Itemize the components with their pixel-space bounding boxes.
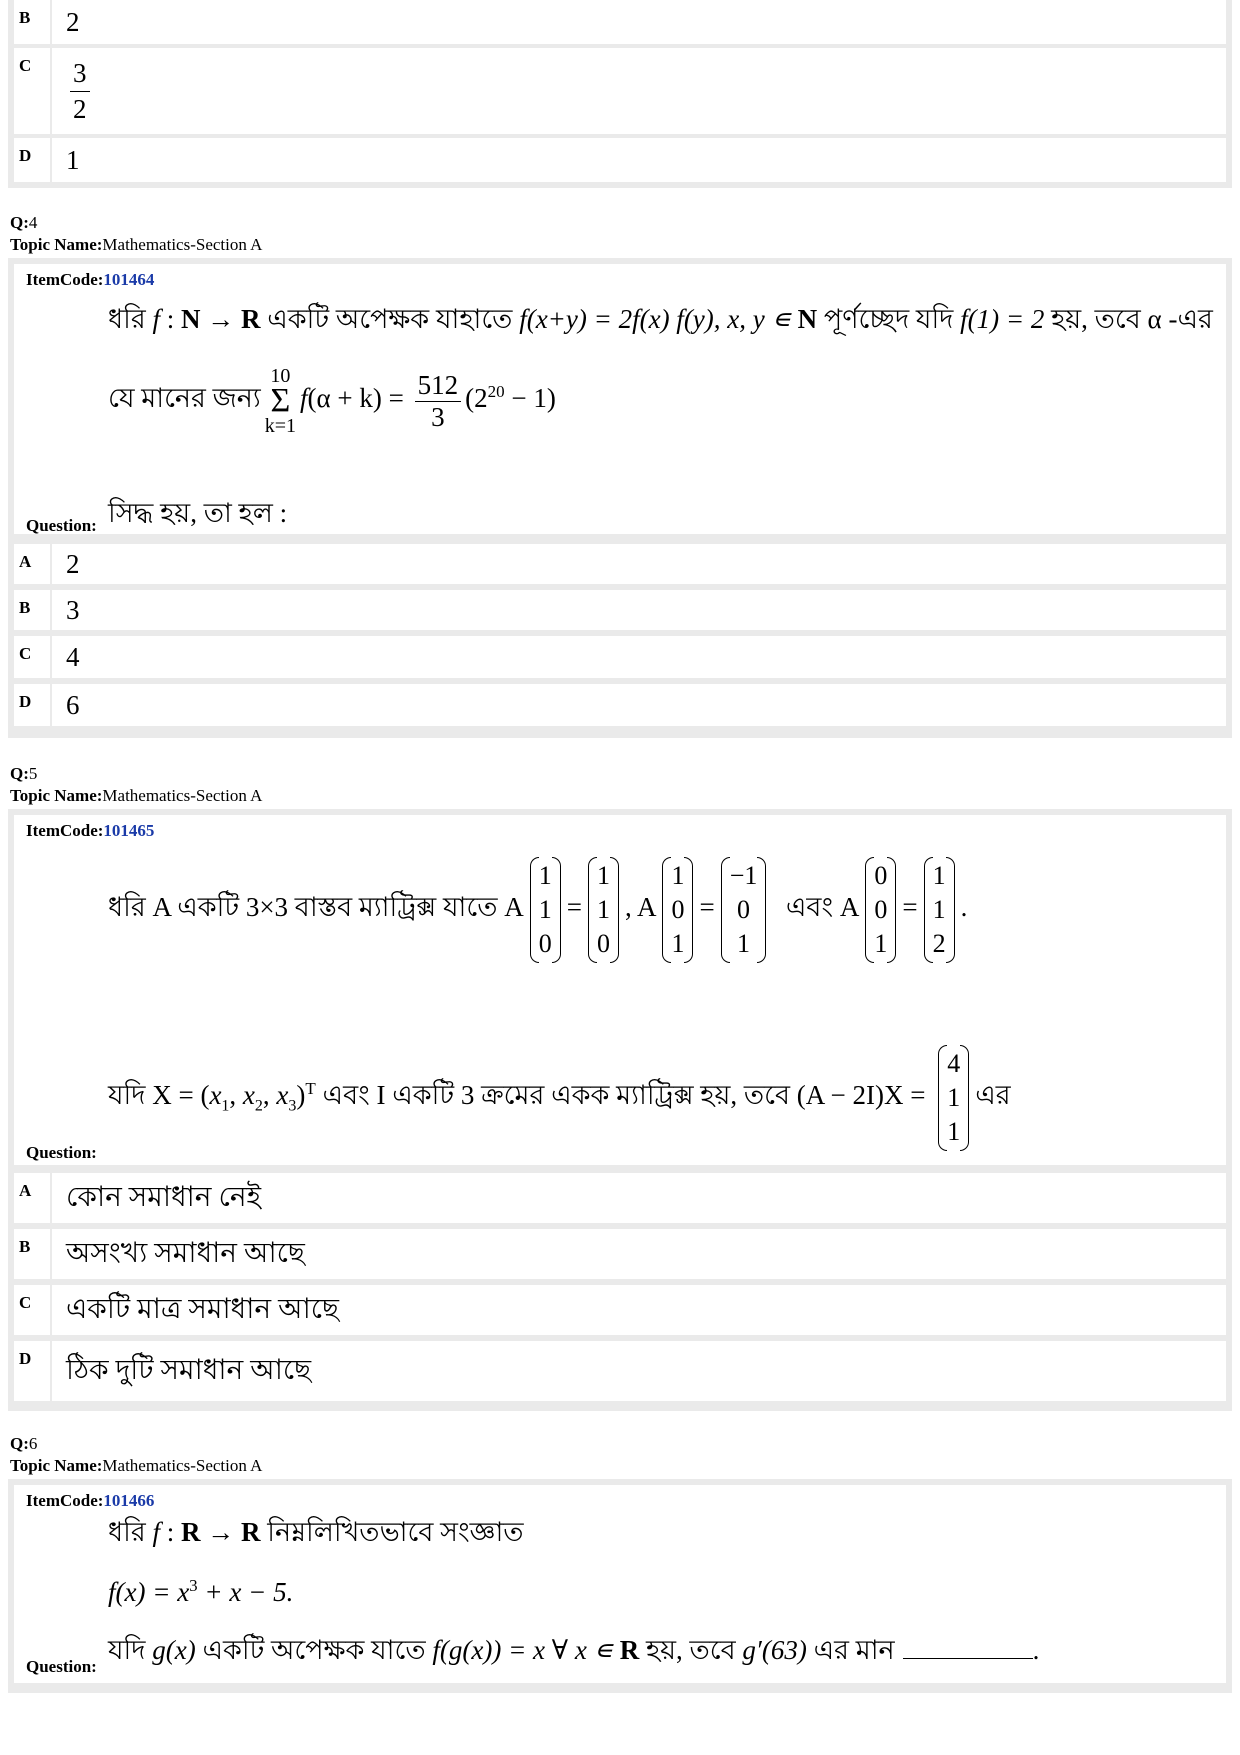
fraction: $\frac{3}{2}$ <box>70 58 90 125</box>
question-box <box>8 258 1232 738</box>
topic-name: Mathematics-Section A <box>102 1456 263 1475</box>
option-value: 4 <box>66 641 80 672</box>
option-value: 6 <box>66 689 80 720</box>
option-value: কোন সমাধান নেই <box>66 1181 262 1213</box>
topic-name: Mathematics-Section A <box>102 235 263 254</box>
option-letter: C <box>19 56 32 75</box>
question-header: Q:4 Topic Name:Mathematics-Section A <box>10 213 263 254</box>
option-row[interactable]: C একটি মাত্র সমাধান আছে <box>14 1285 1226 1335</box>
matrix: 0 0 1 <box>865 857 896 963</box>
question-label: Question: <box>26 1657 97 1676</box>
matrix: 1 1 0 <box>530 857 561 963</box>
option-letter: B <box>19 8 31 27</box>
question-line-1: ধরি f : N → R একটি অপেক্ষক যাহাতে f(x+y) = 2f(x) f(y), x, y ∊ N পূর্ণচ্ছেদ যদি f(1) = 2 হয়, তবে α -এর <box>108 304 1213 334</box>
question-label: Question: <box>26 516 97 535</box>
question-number: 6 <box>28 1434 38 1453</box>
summation: 10 Σ k=1 <box>264 365 297 437</box>
option-value <box>66 48 94 134</box>
question-body <box>14 815 1226 1165</box>
option-letter: D <box>19 146 32 165</box>
question-body <box>14 264 1226 534</box>
question-line-3: যদি g(x) একটি অপেক্ষক যাতে f(g(x)) = x ∀ x ∊ R হয়, তবে g′(63) এর মান . <box>108 1635 1040 1665</box>
option-row[interactable]: B 3 <box>14 590 1226 630</box>
option-row[interactable]: A কোন সমাধান নেই <box>14 1173 1226 1223</box>
matrix: 4 1 1 <box>938 1045 969 1151</box>
option-row[interactable]: C 4 <box>14 636 1226 678</box>
question-box <box>8 809 1232 1411</box>
question-header: Q:5 Topic Name:Mathematics-Section A <box>10 764 263 805</box>
question-line-2: যদি $X = (x_1$, $x_2$, $x_3)^T$ এবং I একটি 3 ক্রমের একক ম্যাট্রিক্স হয়, তবে (A − 2I)X = 4 1 1 এর <box>108 1033 1011 1162</box>
option-value: 2 <box>66 6 80 37</box>
question-line-3: সিদ্ধ হয়, তা হল : <box>108 498 288 528</box>
option-row[interactable]: B অসংখ্য সমাধান আছে <box>14 1229 1226 1279</box>
option-value: 2 <box>66 548 80 579</box>
option-value: ঠিক দুটি সমাধান আছে <box>66 1354 312 1386</box>
matrix: 1 1 0 <box>588 857 619 963</box>
option-value: একটি মাত্র সমাধান আছে <box>66 1293 339 1325</box>
item-code: ItemCode:101466 <box>26 1491 155 1510</box>
option-value: 1 <box>66 144 80 175</box>
question-number: 5 <box>28 764 38 783</box>
matrix: 1 0 1 <box>662 857 693 963</box>
question-label: Question: <box>26 1143 97 1162</box>
option-row[interactable] <box>14 48 1226 134</box>
question-line-2: যে মানের জন্য 10 Σ k=1 f(α + k) = $\frac{512}{3}$ $(2^{20} - 1)$ <box>108 365 556 437</box>
question-header: Q:6 Topic Name:Mathematics-Section A <box>10 1434 263 1475</box>
option-value: 3 <box>66 594 80 625</box>
question-body <box>14 1485 1226 1683</box>
option-row[interactable] <box>14 138 1226 182</box>
topic-name: Mathematics-Section A <box>102 786 263 805</box>
option-row[interactable] <box>14 0 1226 44</box>
question-number: 4 <box>28 213 38 232</box>
matrix: −1 0 1 <box>721 857 767 963</box>
question-line-1: ধরি f : R → R নিম্নলিখিতভাবে সংজ্ঞাত <box>108 1517 524 1547</box>
q3-options-box <box>8 0 1232 188</box>
matrix: 1 1 2 <box>924 857 955 963</box>
question-box <box>8 1479 1232 1693</box>
option-row[interactable]: D 6 <box>14 684 1226 726</box>
option-value: অসংখ্য সমাধান আছে <box>66 1237 305 1269</box>
option-row[interactable]: A 2 <box>14 544 1226 584</box>
question-line-2: $f(x) = x^3 + x - 5$. <box>108 1576 294 1607</box>
item-code: ItemCode:101464 <box>26 270 155 289</box>
answer-blank[interactable] <box>903 1658 1033 1659</box>
option-row[interactable]: D ঠিক দুটি সমাধান আছে <box>14 1341 1226 1401</box>
item-code: ItemCode:101465 <box>26 821 155 840</box>
question-line-1: ধরি A একটি 3×3 বাস্তব ম্যাট্রিক্স যাতে A 1 1 0 = 1 1 0 , A 1 0 1 = −1 0 1 এবং A 0 0 1 = 1 1 2 . <box>108 851 967 963</box>
